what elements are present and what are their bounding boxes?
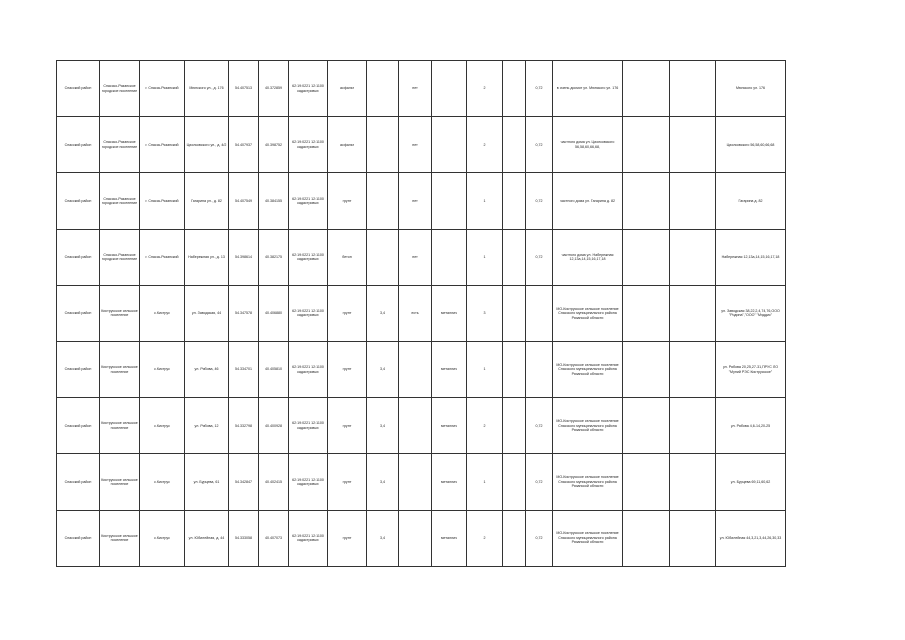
table-cell: 0,72 (526, 61, 553, 117)
table-cell: грунт (328, 454, 367, 510)
table-cell: Спасский район (57, 510, 100, 566)
table-row (57, 510, 786, 566)
table-cell: 1 (467, 229, 503, 285)
table-cell: ул. Бурцева, 61 (185, 454, 229, 510)
table-cell: 2 (467, 510, 503, 566)
table-cell: 40.382175 (259, 229, 289, 285)
table-cell: 0,72 (526, 229, 553, 285)
table-cell (526, 341, 553, 397)
table-cell: 40.406880 (259, 285, 289, 341)
table-cell: Циолковского ул., д. 4/2 (185, 117, 229, 173)
table-cell: 40.384155 (259, 173, 289, 229)
table-cell: ул. Заводская, 44 (185, 285, 229, 341)
registry-table (56, 60, 786, 567)
table-cell (503, 341, 526, 397)
table-cell: 0,72 (526, 117, 553, 173)
table-cell: 54.407513 (229, 61, 259, 117)
table-cell: 54.334701 (229, 341, 259, 397)
table-cell (623, 61, 670, 117)
table-cell: Спасско-Рязанское городское поселение (100, 229, 140, 285)
table-cell (503, 229, 526, 285)
table-cell (670, 117, 716, 173)
table-cell: 3 (467, 285, 503, 341)
table-cell: металлич (432, 510, 467, 566)
table-cell: асфальт (328, 61, 367, 117)
table-cell: есть (399, 285, 432, 341)
table-cell: нет (399, 61, 432, 117)
table-cell: 54.398614 (229, 229, 259, 285)
table-cell: Спасско-Рязанское городское поселение (100, 117, 140, 173)
table-cell: металлич (432, 454, 467, 510)
table-cell: с.Киструс (140, 398, 185, 454)
table-cell: Спасский район (57, 454, 100, 510)
table-cell (503, 61, 526, 117)
table-cell: ул. Рябова 4,6-14,20-25 (716, 398, 786, 454)
table-cell (623, 117, 670, 173)
table-cell: ул. Юбилейная, д. 44 (185, 510, 229, 566)
table-cell: Спасский район (57, 117, 100, 173)
table-cell (367, 61, 399, 117)
table-cell (526, 285, 553, 341)
table-cell (670, 173, 716, 229)
table-cell: грунт (328, 398, 367, 454)
table-cell: 40.405810 (259, 341, 289, 397)
table-cell: 0,72 (526, 398, 553, 454)
table-cell: Спасско-Рязанское городское поселение (100, 61, 140, 117)
table-cell: частного дома ул. Гагарина д. 82 (553, 173, 623, 229)
table-cell: Киструсское сельское поселение (100, 510, 140, 566)
table-cell (670, 398, 716, 454)
table-cell (623, 229, 670, 285)
table-cell: частного дома ул. Циолковского 56,58,60,66,68, (553, 117, 623, 173)
table-cell: Мюнского ул. 176 (716, 61, 786, 117)
table-cell: ул. Рябова, 46 (185, 341, 229, 397)
table-cell: металлич (432, 398, 467, 454)
table-cell: 3,4 (367, 285, 399, 341)
table-cell: 54.332798 (229, 398, 259, 454)
table-cell (399, 341, 432, 397)
table-cell: МО-Киструсское сельское поселение Спасского муниципального района Рязанской области (553, 341, 623, 397)
table-row (57, 398, 786, 454)
table-cell: нет (399, 229, 432, 285)
table-cell (503, 117, 526, 173)
table-cell (503, 398, 526, 454)
table-cell: с.Киструс (140, 285, 185, 341)
table-row (57, 341, 786, 397)
table-cell (623, 454, 670, 510)
table-cell: 62:19:0221 12:1100 кадастровых (289, 173, 328, 229)
table-cell (367, 117, 399, 173)
table-cell: 0,72 (526, 510, 553, 566)
table-cell: 40.407073 (259, 510, 289, 566)
table-cell: 1 (467, 173, 503, 229)
table-cell: Циолковского 56,58,60,66,68 (716, 117, 786, 173)
table-cell: Спасский район (57, 173, 100, 229)
table-cell (432, 229, 467, 285)
table-cell: грунт (328, 173, 367, 229)
table-cell (432, 61, 467, 117)
table-cell: Киструсское сельское поселение (100, 341, 140, 397)
table-cell: Мюнского ул., д. 176 (185, 61, 229, 117)
table-cell: Спасский район (57, 341, 100, 397)
table-cell (503, 173, 526, 229)
table-cell: Гагарина ул., д. 82 (185, 173, 229, 229)
table-row (57, 229, 786, 285)
table-cell (399, 398, 432, 454)
table-cell (367, 173, 399, 229)
table-cell (623, 398, 670, 454)
table-cell: 3,4 (367, 341, 399, 397)
table-cell (399, 454, 432, 510)
table-cell: г. Спасск-Рязанский (140, 173, 185, 229)
table-cell: бетон (328, 229, 367, 285)
table-cell (670, 285, 716, 341)
table-cell: 54.347578 (229, 285, 259, 341)
table-cell (623, 341, 670, 397)
table-cell: ул. Юбилейная 44,3,21,3,44,26,30,33 (716, 510, 786, 566)
table-cell: 2 (467, 117, 503, 173)
table-cell (623, 173, 670, 229)
table-body (57, 61, 786, 567)
table-cell: частного дома ул. Набережная 12,13а,14,15,16,17,18 (553, 229, 623, 285)
table-cell: Гагарина д. 82 (716, 173, 786, 229)
table-cell: грунт (328, 285, 367, 341)
table-cell: в очень досмот ул. Мюнского ул. 176 (553, 61, 623, 117)
table-cell: грунт (328, 341, 367, 397)
table-cell: Киструсское сельское поселение (100, 285, 140, 341)
table-cell: 62:19:0221 12:1100 кадастровых (289, 341, 328, 397)
table-cell: 40.372859 (259, 61, 289, 117)
table-cell (503, 285, 526, 341)
table-cell: 40.402415 (259, 454, 289, 510)
table-cell: г. Спасск-Рязанский (140, 229, 185, 285)
table-cell: 3,4 (367, 398, 399, 454)
table-cell: 62:19:0221 12:1100 кадастровых (289, 398, 328, 454)
table-cell (670, 229, 716, 285)
table-cell: МО-Киструсское сельское поселение Спасского муниципального района Рязанской области (553, 510, 623, 566)
table-cell (432, 117, 467, 173)
table-cell: 62:19:0221 12:1100 кадастровых (289, 454, 328, 510)
table-cell: г. Спасск-Рязанский (140, 61, 185, 117)
table-cell: Спасский район (57, 229, 100, 285)
table-row (57, 173, 786, 229)
table-cell: с.Киструс (140, 454, 185, 510)
table-cell (623, 285, 670, 341)
table-cell: 54.407937 (229, 117, 259, 173)
table-cell: 1 (467, 341, 503, 397)
table-cell: 62:19:0221 12:1100 кадастровых (289, 285, 328, 341)
table-cell: МО-Киструсское сельское поселение Спасского муниципального района Рязанской области (553, 398, 623, 454)
table-cell: нет (399, 117, 432, 173)
table-cell: г. Спасск-Рязанский (140, 117, 185, 173)
table-cell: Набережная 12,13а,14,15,16,17,18 (716, 229, 786, 285)
table-cell: Спасско-Рязанское городское поселение (100, 173, 140, 229)
table-cell: с.Киструс (140, 510, 185, 566)
table-cell: металлич (432, 341, 467, 397)
table-cell: грунт (328, 510, 367, 566)
table-cell (503, 454, 526, 510)
table-cell (670, 61, 716, 117)
table-cell: 3,4 (367, 454, 399, 510)
table-row (57, 285, 786, 341)
table-row (57, 61, 786, 117)
table-row (57, 117, 786, 173)
table-cell: 2 (467, 398, 503, 454)
table-cell: нет (399, 173, 432, 229)
table-cell: МО-Киструсское сельское поселение Спасского муниципального района Рязанской области (553, 454, 623, 510)
table-cell (670, 341, 716, 397)
table-cell: 62:19:0221 12:1100 кадастровых (289, 61, 328, 117)
table-cell (367, 229, 399, 285)
table-cell: 62:19:0221 12:1100 кадастровых (289, 229, 328, 285)
table-cell: Спасский район (57, 285, 100, 341)
table-cell: ул. Бурцева 69,11,60,62 (716, 454, 786, 510)
table-cell (399, 510, 432, 566)
table-cell: 1 (467, 454, 503, 510)
table-cell: Киструсское сельское поселение (100, 398, 140, 454)
table-cell: ул. Рябова, 12 (185, 398, 229, 454)
table-cell: 54.407549 (229, 173, 259, 229)
table-cell: 62:19:0221 12:1100 кадастровых (289, 117, 328, 173)
table-cell: 54.333058 (229, 510, 259, 566)
table-row (57, 454, 786, 510)
table-cell: 3,4 (367, 510, 399, 566)
table-cell (503, 510, 526, 566)
table-cell: 54.342847 (229, 454, 259, 510)
table-cell: 0,72 (526, 173, 553, 229)
table-cell (623, 510, 670, 566)
table-cell: Набережная ул., д. 13 (185, 229, 229, 285)
table-cell: с.Киструс (140, 341, 185, 397)
table-cell (670, 454, 716, 510)
table-cell: 0,72 (526, 454, 553, 510)
table-cell: МО-Киструсское сельское поселение Спасского муниципального района Рязанской области (553, 285, 623, 341)
table-cell: 40.400928 (259, 398, 289, 454)
table-cell: металлич (432, 285, 467, 341)
table-cell: ул. Заводская 38,22,2,4,74,76,ООО "Родина","ООО" "Мэддис" (716, 285, 786, 341)
table-cell (432, 173, 467, 229)
table-cell: 62:19:0221 12:1100 кадастровых (289, 510, 328, 566)
table-cell: 40.398752 (259, 117, 289, 173)
table-cell: Спасский район (57, 398, 100, 454)
table-cell: Спасский район (57, 61, 100, 117)
table-cell: Киструсское сельское поселение (100, 454, 140, 510)
table-cell: асфальт (328, 117, 367, 173)
table-cell: 2 (467, 61, 503, 117)
table-cell (670, 510, 716, 566)
table-cell: ул. Рябова 20,25,27-31,ПРУС ЛО "Муний РЭС Киструсское" (716, 341, 786, 397)
